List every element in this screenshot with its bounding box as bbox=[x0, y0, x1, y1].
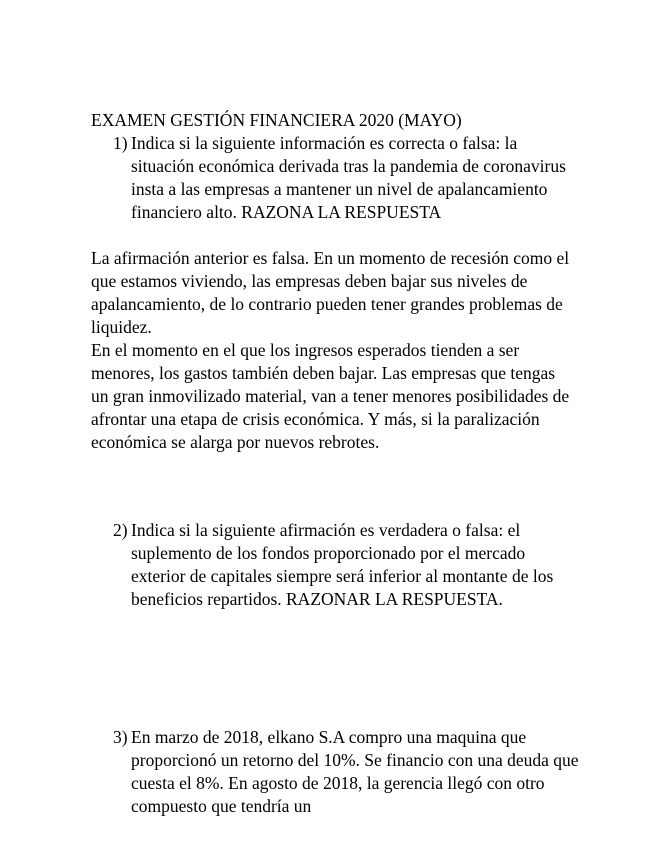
question-2 bbox=[113, 519, 583, 611]
answer-1-paragraph-1 bbox=[91, 247, 575, 339]
answer-paragraph: En el momento en el que los ingresos esperados tienden a ser menores, los gastos también deben bajar. Las empresas que tengas un gran inmovilizado material, van a tener menores posibilidades de afrontar una etapa de crisis económica. Y más, si la paralización económica se alarga por nuevos rebrotes. bbox=[91, 340, 570, 452]
question-3 bbox=[113, 726, 583, 818]
question-1-number: 1) bbox=[113, 133, 128, 153]
question-1 bbox=[113, 132, 583, 224]
question-2-number: 2) bbox=[113, 520, 128, 540]
answer-paragraph: La afirmación anterior es falsa. En un momento de recesión como el que estamos viviendo, las empresas deben bajar sus niveles de apalancamiento, de lo contrario pueden tener grandes problemas de liquidez. bbox=[91, 248, 570, 337]
question-3-text: En marzo de 2018, elkano S.A compro una maquina que proporcionó un retorno del 10%. Se financio con una deuda que cuesta el 8%. En agosto de 2018, la gerencia llegó con otro compuesto que tendría un bbox=[131, 727, 579, 816]
question-2-text: Indica si la siguiente afirmación es verdadera o falsa: el suplemento de los fondos proporcionado por el mercado exterior de capitales siempre será inferior al montante de los beneficios repartidos. RAZONAR LA RESPUESTA. bbox=[131, 520, 554, 609]
answer-1-paragraph-2 bbox=[91, 339, 575, 454]
question-1-text: Indica si la siguiente información es correcta o falsa: la situación económica derivada tras la pandemia de coronavirus insta a las empresas a mantener un nivel de apalancamiento financiero alto. RAZONA LA RESPUESTA bbox=[131, 133, 566, 222]
question-3-number: 3) bbox=[113, 727, 128, 747]
document-title: EXAMEN GESTIÓN FINANCIERA 2020 (MAYO) bbox=[91, 110, 462, 130]
